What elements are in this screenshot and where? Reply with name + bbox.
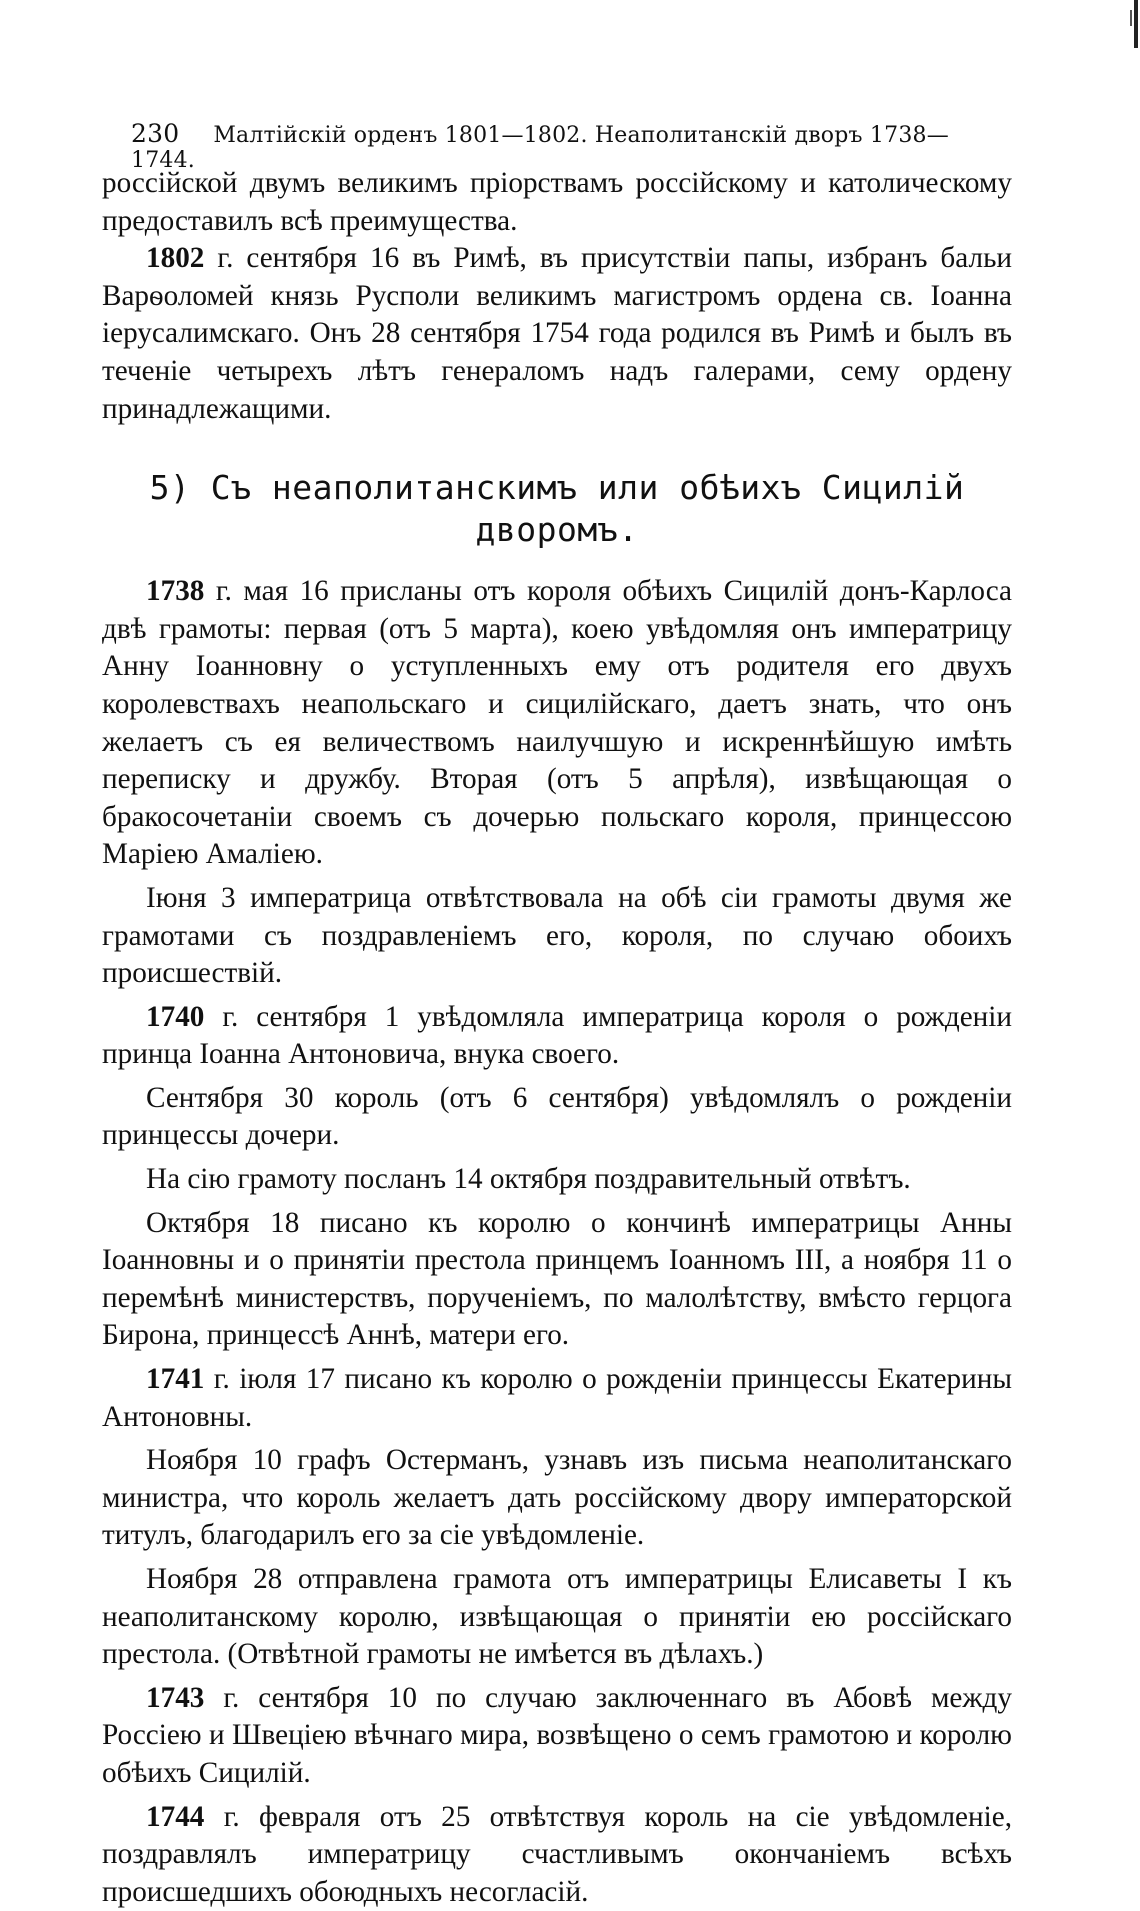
paragraph (102, 1799, 1012, 1911)
paragraph-text: г. февраля отъ 25 отвѣтствуя король на сіе увѣдомленіе, поздравлялъ императрицу счастливымъ окончаніемъ всѣхъ происшедшихъ обоюдныхъ несогласій. (102, 1800, 1012, 1908)
paragraph-text: На сію грамоту посланъ 14 октября поздравительный отвѣтъ. (146, 1163, 911, 1196)
paragraph (102, 1442, 1012, 1555)
paragraph-year: 1741 (146, 1363, 205, 1396)
paragraph (102, 1080, 1012, 1155)
paragraph (102, 999, 1012, 1074)
paragraph-text: Сентября 30 король (отъ 6 сентября) увѣдомлялъ о рожденіи принцессы дочери. (102, 1081, 1012, 1152)
paragraph-year: 1743 (146, 1681, 205, 1714)
paragraph-text: г. сентября 1 увѣдомляла императрица короля о рожденіи принца Іоанна Антоновича, внука своего. (102, 1000, 1012, 1071)
paragraph-text: г. сентября 16 въ Римѣ, въ присутствіи папы, избранъ бальи Варѳоломей князь Русполи великимъ магистромъ ордена св. Іоанна іерусалимскаго. Онъ 28 сентября 1754 года родился въ Римѣ и былъ въ теченіе четырехъ лѣтъ генераломъ надъ галерами, сему ордену принадлежащими. (102, 242, 1012, 425)
paragraph (102, 240, 1012, 428)
paragraph-year: 1740 (146, 1000, 205, 1033)
paragraph (102, 880, 1012, 993)
paragraph (102, 1561, 1012, 1674)
section-title: 5) Съ неаполитанскимъ или обѣихъ Сицилій дворомъ. (149, 468, 965, 550)
paragraph-text: россійской двумъ великимъ пріорствамъ россійскому и католическому предоставилъ всѣ преимущества. (102, 167, 1012, 237)
paragraph-text: Ноября 28 отправлена грамота отъ императрицы Елисаветы I къ неаполитанскому королю, извѣщающая о принятіи ею россійскаго престола. (Отвѣтной грамоты не имѣется въ дѣлахъ.) (102, 1563, 1012, 1671)
paragraph (102, 1161, 1012, 1199)
paragraph-text: г. сентября 10 по случаю заключеннаго въ Абовѣ между Россіею и Швеціею вѣчнаго мира, возвѣщено о семъ грамотою и королю обѣихъ Сицилій. (102, 1681, 1012, 1789)
paragraph-text: г. іюля 17 писано къ королю о рожденіи принцессы Екатерины Антоновны. (102, 1363, 1012, 1433)
scan-edge-mark-small (1130, 10, 1132, 26)
running-title: Малтійскій орденъ 1801—1802. Неаполитанскій дворъ 1738—1744. (131, 123, 949, 173)
paragraph-text: Іюня 3 императрица отвѣтствовала на обѣ сіи грамоты двумя же грамотами съ поздравленіемъ его, короля, по случаю обоихъ происшествій. (102, 881, 1012, 990)
paragraph-year: 1744 (146, 1800, 205, 1833)
paragraph (102, 1361, 1012, 1436)
scan-edge-mark (1134, 0, 1138, 48)
paragraph-year: 1802 (146, 242, 205, 275)
page-number: 230 (131, 119, 180, 148)
paragraph-text: Ноября 10 графъ Остерманъ, узнавъ изъ письма неаполитанскаго министра, что король желаетъ дать россійскому двору императорской титулъ, благодарилъ его за сіе увѣдомленіе. (102, 1444, 1012, 1552)
paragraph (102, 1680, 1012, 1793)
paragraph (102, 165, 1012, 240)
paragraph-year: 1738 (146, 575, 205, 608)
page-body (102, 165, 1012, 1911)
paragraph-text: г. мая 16 присланы отъ короля обѣихъ Сицилій донъ-Карлоса двѣ грамоты: первая (отъ 5 марта), коею увѣдомляя онъ императрицу Анну Іоанновну о уступленныхъ ему отъ родителя его двухъ королевствахъ неапольскаго и сицилійскаго, даетъ знать, что онъ желаетъ съ ея величествомъ наилучшую и искреннѣйшую имѣть переписку и дружбу. Вторая (отъ 5 апрѣля), извѣщающая о бракосочетаніи своемъ съ дочерью польскаго короля, принцессою Маріею Амаліею. (102, 575, 1012, 871)
paragraph (102, 573, 1012, 874)
running-header (131, 119, 1011, 173)
paragraph-text: Октября 18 писано къ королю о кончинѣ императрицы Анны Іоанновны и о принятіи престола принцемъ Іоанномъ III, а ноября 11 о перемѣнѣ министерствъ, порученіемъ, по малолѣтству, вмѣсто герцога Бирона, принцессѣ Аннѣ, матери его. (102, 1206, 1012, 1352)
paragraph (102, 1205, 1012, 1355)
